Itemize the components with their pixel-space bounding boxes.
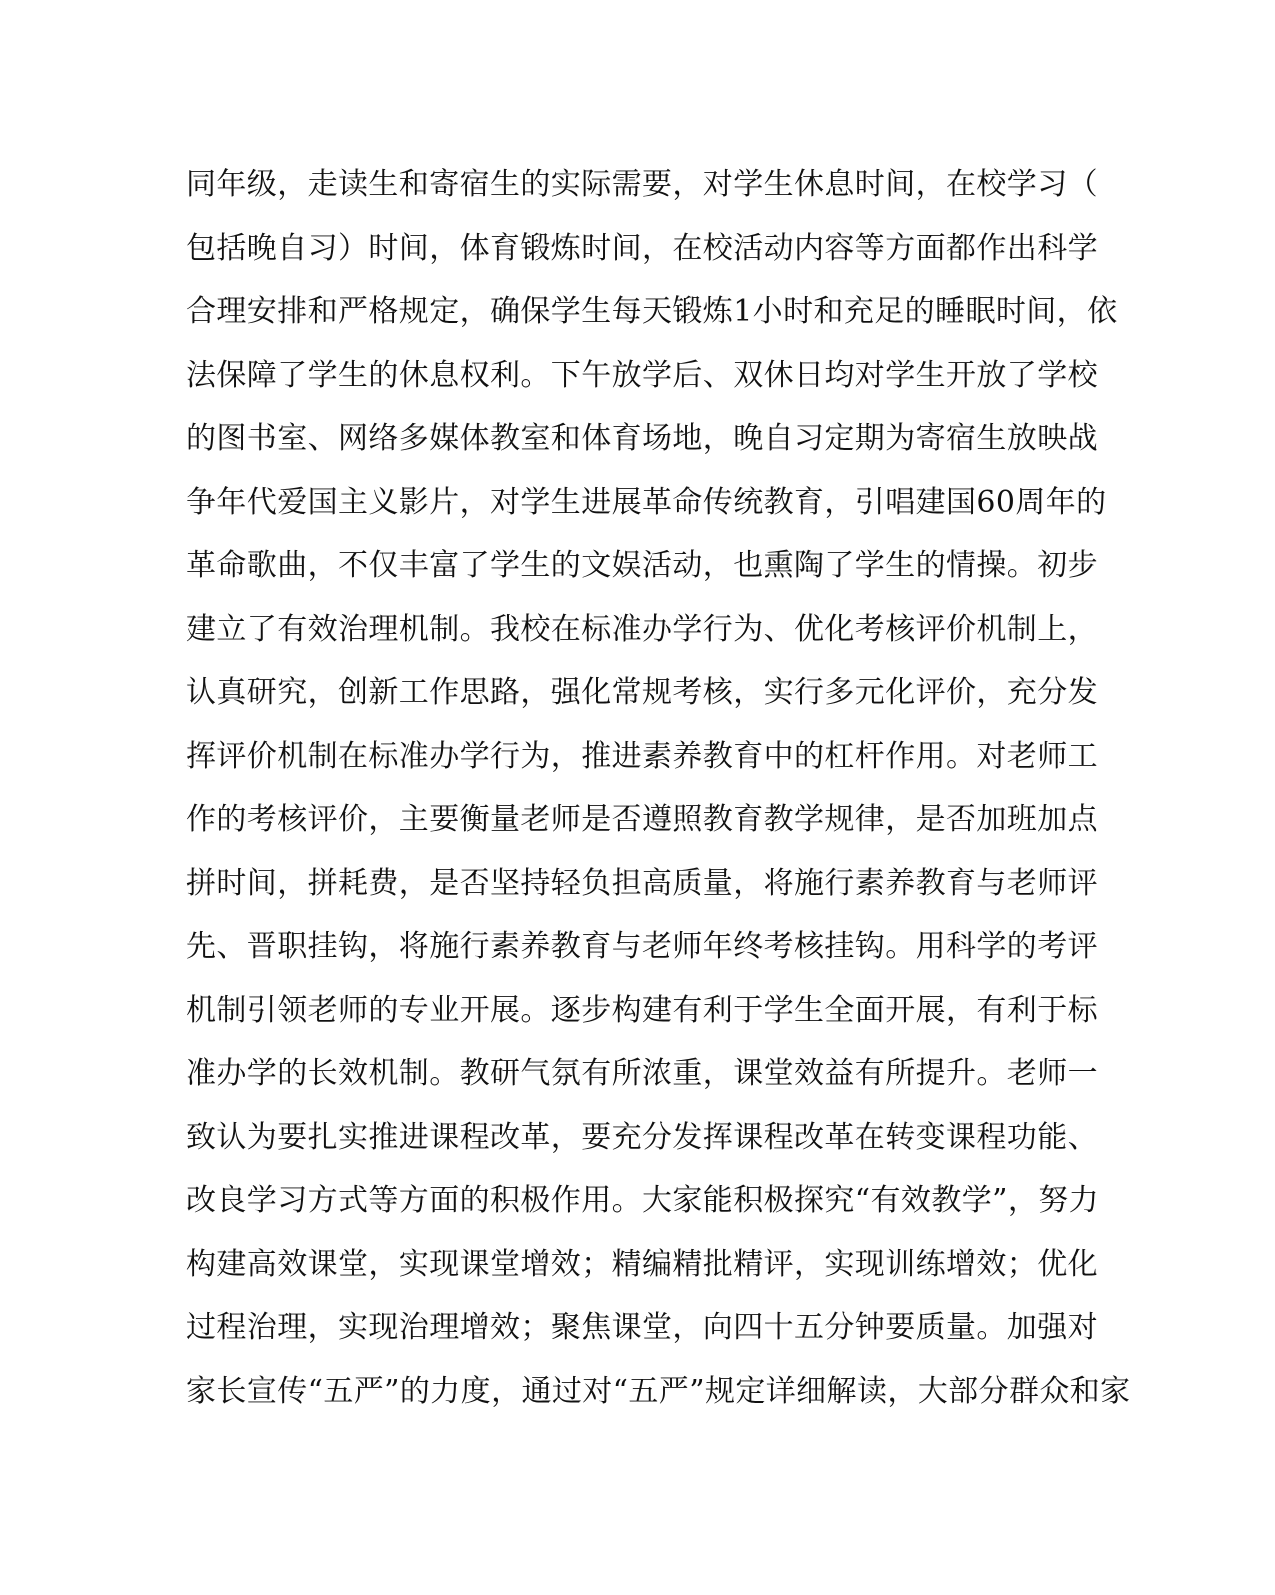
- text-line: 先、晋职挂钩，将施行素养教育与老师年终考核挂钩。用科学的考评: [186, 929, 1098, 964]
- text-line: 包括晚自习）时间，体育锻炼时间，在校活动内容等方面都作出科学: [186, 230, 1098, 266]
- text-line: 法保障了学生的休息权利。下午放学后、双休日均对学生开放了学校: [186, 357, 1098, 393]
- text-line: 革命歌曲，不仅丰富了学生的文娱活动，也熏陶了学生的情操。初步: [186, 548, 1098, 583]
- text-line: 建立了有效治理机制。我校在标准办学行为、优化考核评价机制上，: [186, 611, 1098, 647]
- text-line: 构建高效课堂，实现课堂增效；精编精批精评，实现训练增效；优化: [186, 1246, 1098, 1282]
- text-line: 作的考核评价，主要衡量老师是否遵照教育教学规律，是否加班加点: [186, 802, 1098, 837]
- text-line: 争年代爱国主义影片，对学生进展革命传统教育，引唱建国60周年的: [186, 484, 1107, 520]
- text-line: 的图书室、网络多媒体教室和体育场地，晚自习定期为寄宿生放映战: [186, 421, 1098, 456]
- text-line: 挥评价机制在标准办学行为，推进素养教育中的杠杆作用。对老师工: [186, 738, 1098, 774]
- text-line: 认真研究，创新工作思路，强化常规考核，实行多元化评价，充分发: [186, 675, 1098, 710]
- text-line: 拼时间，拼耗费，是否坚持轻负担高质量，将施行素养教育与老师评: [186, 865, 1098, 901]
- text-line: 同年级，走读生和寄宿生的实际需要，对学生休息时间，在校学习（: [186, 167, 1098, 202]
- text-line: 家长宣传“五严”的力度，通过对“五严”规定详细解读，大部分群众和家: [186, 1373, 1131, 1409]
- text-line: 改良学习方式等方面的积极作用。大家能积极探究“有效教学”，努力: [186, 1183, 1100, 1218]
- text-line: 合理安排和严格规定，确保学生每天锻炼1小时和充足的睡眠时间，依: [186, 294, 1118, 329]
- text-line: 过程治理，实现治理增效；聚焦课堂，向四十五分钟要质量。加强对: [186, 1310, 1098, 1345]
- text-line: 致认为要扎实推进课程改革，要充分发挥课程改革在转变课程功能、: [186, 1119, 1098, 1155]
- text-line: 准办学的长效机制。教研气氛有所浓重，课堂效益有所提升。老师一: [186, 1056, 1098, 1091]
- body-paragraph: [186, 162, 1131, 1432]
- text-line: 机制引领老师的专业开展。逐步构建有利于学生全面开展，有利于标: [186, 992, 1098, 1028]
